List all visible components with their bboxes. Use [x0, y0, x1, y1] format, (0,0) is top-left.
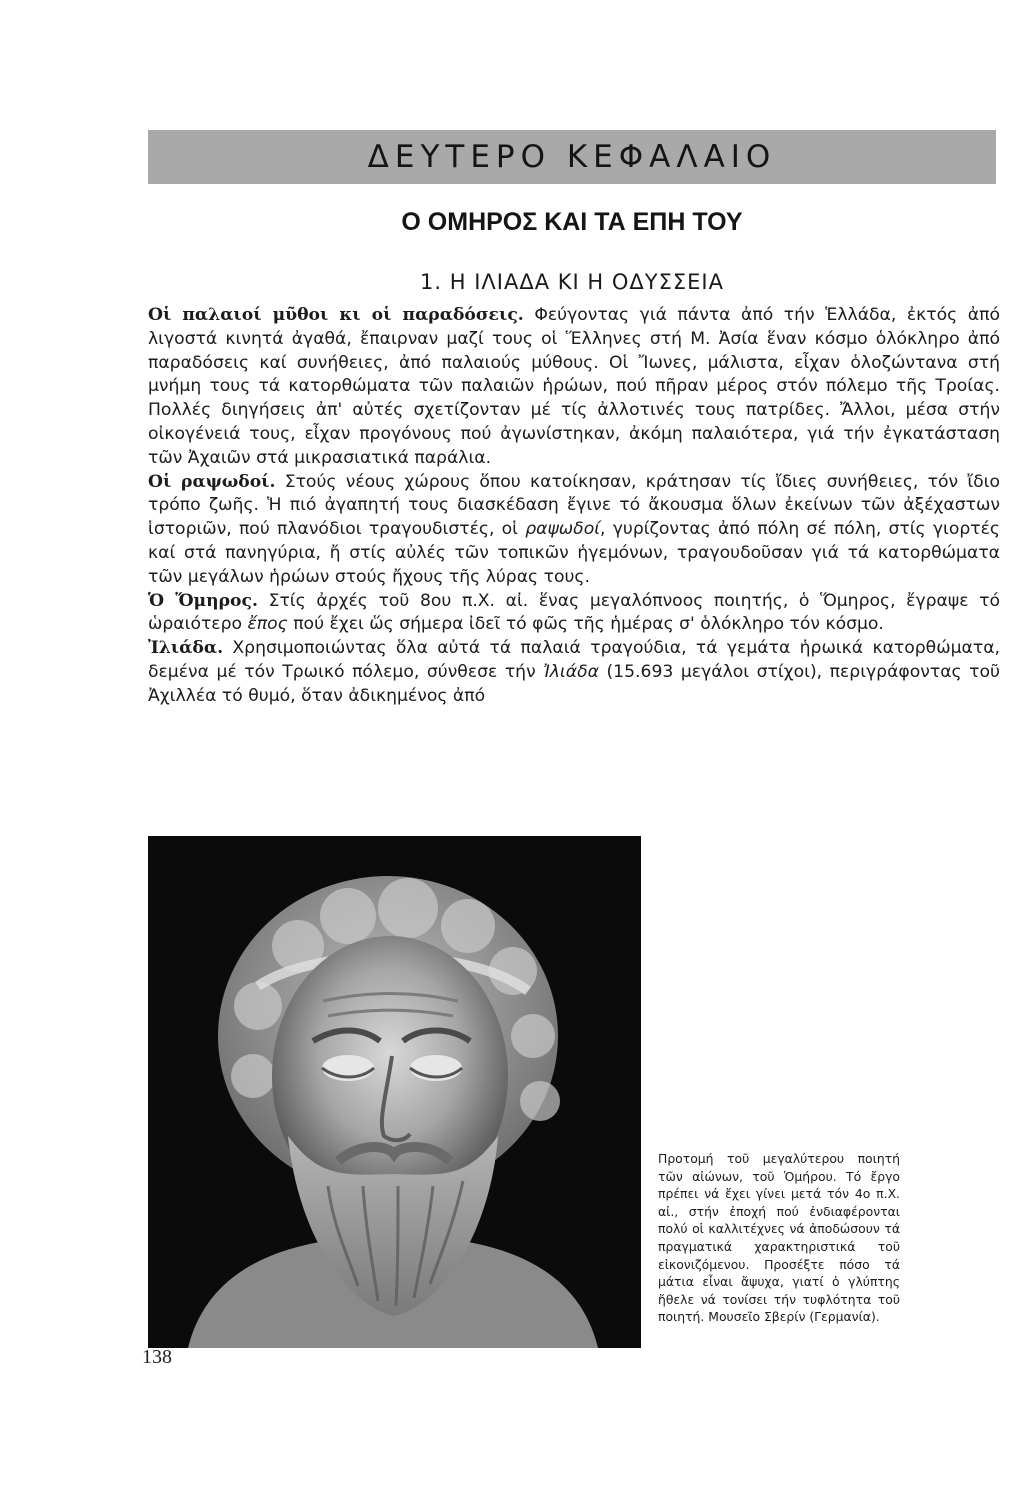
homer-bust-image — [148, 836, 641, 1348]
paragraph-text: Χρησιμοποιώντας ὅλα αὐτά τά παλαιά τραγούδια, τά γεμάτα ἡρωικά κατορθώματα, δεμένα μέ τόν Τρωικό πόλεμο, σύνθεσε τήν — [148, 638, 1000, 682]
paragraph-text: Στίς ἀρχές τοῦ 8ου π.Χ. αἰ. ἕνας μεγαλόπνοος ποιητής, ὁ Ὅμηρος, ἔγραψε τό ὡραιότερο — [148, 590, 1001, 635]
paragraph-text: , γυρίζοντας ἀπό πόλη σέ πόλη, στίς γιορτές καί στά πανηγύρια, ἤ στίς αὐλές τῶν τοπικῶν ἡγεμόνων, τραγουδοῦσαν γιά τά κατορθώματα τῶν μεγάλων ἡρώων στούς ἤχους τῆς λύρας τους. — [148, 519, 1000, 587]
paragraph-text: Στούς νέους χώρους ὅπου κατοίκησαν, κράτησαν τίς ἴδιες συνήθειες, τόν ἴδιο τρόπο ζωῆς. Ἡ πιό ἀγαπητή τους διασκέδαση ἔγινε τό ἄκουσμα ὅλων ἐκείνων τῶν ἀξέχαστων ἱστοριῶν, πού πλανόδιοι τραγουδιστές, οἱ — [148, 471, 1000, 540]
homer-bust-photo — [148, 836, 641, 1348]
page-number: 138 — [142, 1346, 172, 1368]
paragraph-emphasis: ἔπος — [247, 614, 288, 635]
paragraph-iliad — [148, 637, 1000, 708]
paragraph-heading: Ὁ Ὅμηρος. — [148, 590, 258, 611]
paragraph-heading: Οἱ παλαιοί μῦθοι κι οἱ παραδόσεις. — [148, 305, 524, 325]
section-title: 1. Η ΙΛΙΑΔΑ ΚΙ Η ΟΔΥΣΣΕΙΑ — [420, 270, 724, 294]
paragraph-text: Φεύγοντας γιά πάντα ἀπό τήν Ἑλλάδα, ἐκτός ἀπό λιγοστά κινητά ἀγαθά, ἔπαιρναν μαζί τους οἱ Ἕλληνες στή Μ. Ἀσία ἕναν κόσμο ὁλόκληρο ἀπό παραδόσεις καί συνήθειες, ἀπό παλαιούς μύθους. Οἱ Ἴωνες, μάλιστα, εἶχαν ὁλοζώντανα στή μνήμη τους τά κατορθώματα τῶν παλαιῶν ἡρώων, πού πῆραν μέρος στόν πόλεμο τῆς Τροίας. Πολλές διηγήσεις ἀπ' αὐτές σχετίζονταν μέ τίς ἀλλοτινές τους πατρίδες. Ἄλλοι, μέσα στήν οἰκογένειά τους, εἶχαν προγόνους πού ἀγωνίστηκαν, ἀκόμη παλαιότερα, γιά τήν ἐγκατάσταση τῶν Ἀχαιῶν στά μικρασιατικά παράλια. — [148, 305, 1000, 468]
figure-caption: Προτομή τοῦ μεγαλύτερου ποιητή τῶν αἰώνων, τοῦ Ὁμήρου. Τό ἔργο πρέπει νά ἔχει γίνει μετά τόν 4ο π.Χ. αἰ., στήν ἐποχή πού ἐνδιαφέρονται πολύ οἱ καλλιτέχνες νά ἀποδώσουν τά πραγματικά χαρακτηριστικά τοῦ εἰκονιζόμενου. Προσέξτε πόσο τά μάτια εἶναι ἄψυχα, γιατί ὁ γλύπτης ἤθελε νά τονίσει τήν τυφλότητα τοῦ ποιητή. Μουσεῖο Σβερίν (Γερμανία). — [658, 1151, 900, 1325]
paragraph-rhapsodes — [148, 471, 1000, 590]
chapter-label: ΔΕΥΤΕΡΟ ΚΕΦΑΛΑΙΟ — [367, 139, 777, 175]
paragraph-emphasis: Ἰλιάδα — [543, 661, 599, 682]
paragraph-emphasis: ραψωδοί — [525, 519, 601, 540]
paragraph-heading: Ἰλιάδα. — [148, 638, 224, 659]
chapter-title: Ο ΟΜΗΡΟΣ ΚΑΙ ΤΑ ΕΠΗ ΤΟΥ — [401, 208, 743, 236]
paragraph-homer — [148, 590, 1000, 638]
chapter-banner — [148, 130, 996, 184]
paragraph-text: (15.693 μεγάλοι στίχοι), περιγράφοντας τοῦ Ἀχιλλέα τό θυμό, ὅταν ἀδικημένος ἀπό — [148, 661, 1000, 706]
paragraph-myths — [148, 304, 1000, 471]
paragraph-heading: Οἱ ραψωδοί. — [148, 471, 276, 492]
body-text — [148, 304, 1000, 709]
paragraph-text: πού ἔχει ὥς σήμερα ἰδεῖ τό φῶς τῆς ἡμέρας σ' ὁλόκληρο τόν κόσμο. — [287, 614, 884, 635]
